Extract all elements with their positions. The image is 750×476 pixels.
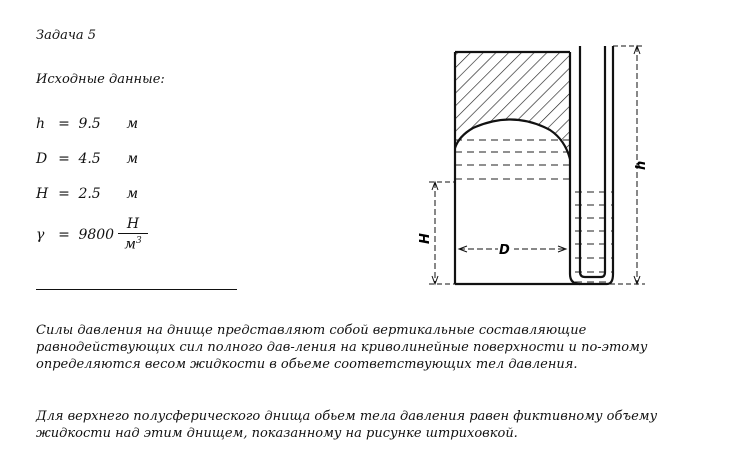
param-symbol: D	[36, 151, 48, 167]
gamma-unit-denominator	[118, 234, 148, 253]
param-equals: =	[58, 186, 70, 202]
label-h: h	[634, 160, 649, 170]
param-unit: м	[126, 186, 139, 202]
param-equals: =	[58, 151, 70, 167]
tank-diagram	[415, 44, 665, 304]
param-equals: =	[58, 227, 70, 243]
param-unit: м	[126, 151, 139, 167]
explanation-paragraph-1: Силы давления на днище представляют собой вертикальные составляющие равнодействующих сил полного дав-ления на криволинейные поверхности и по-этому определяются весом жидкости в обьеме соответствующих тел давления.	[36, 323, 648, 372]
label-D: D	[499, 243, 510, 258]
param-value: 4.5	[78, 151, 101, 167]
param-symbol: h	[36, 116, 46, 132]
explanation-paragraph-2: Для верхнего полусферического днища обьем тела давления равен фиктивному объему жидкости над этим днищем, показанному на рисунке штриховкой.	[36, 409, 658, 441]
param-D	[36, 151, 138, 167]
liquid-dashes	[455, 140, 615, 282]
dimension-H	[429, 182, 455, 284]
param-symbol: H	[36, 186, 49, 202]
param-equals: =	[58, 116, 70, 132]
gamma-unit-numerator: Н	[118, 216, 148, 234]
answer-underline	[36, 289, 237, 290]
param-value: 9800	[78, 227, 115, 243]
label-H: H	[418, 233, 433, 244]
param-symbol: γ	[36, 227, 45, 243]
initial-data-heading: Исходные данные:	[36, 72, 165, 87]
param-value: 9.5	[78, 116, 101, 132]
param-unit: м	[126, 116, 139, 132]
gamma-unit-den-base: м	[124, 236, 136, 253]
param-gamma	[36, 227, 118, 243]
param-H	[36, 186, 138, 202]
param-h	[36, 116, 138, 132]
gamma-unit-fraction	[118, 216, 148, 253]
gamma-unit-den-exponent: 3	[135, 236, 142, 246]
param-value: 2.5	[78, 186, 101, 202]
task-title: Задача 5	[36, 28, 97, 43]
hatched-pressure-body	[455, 52, 570, 159]
